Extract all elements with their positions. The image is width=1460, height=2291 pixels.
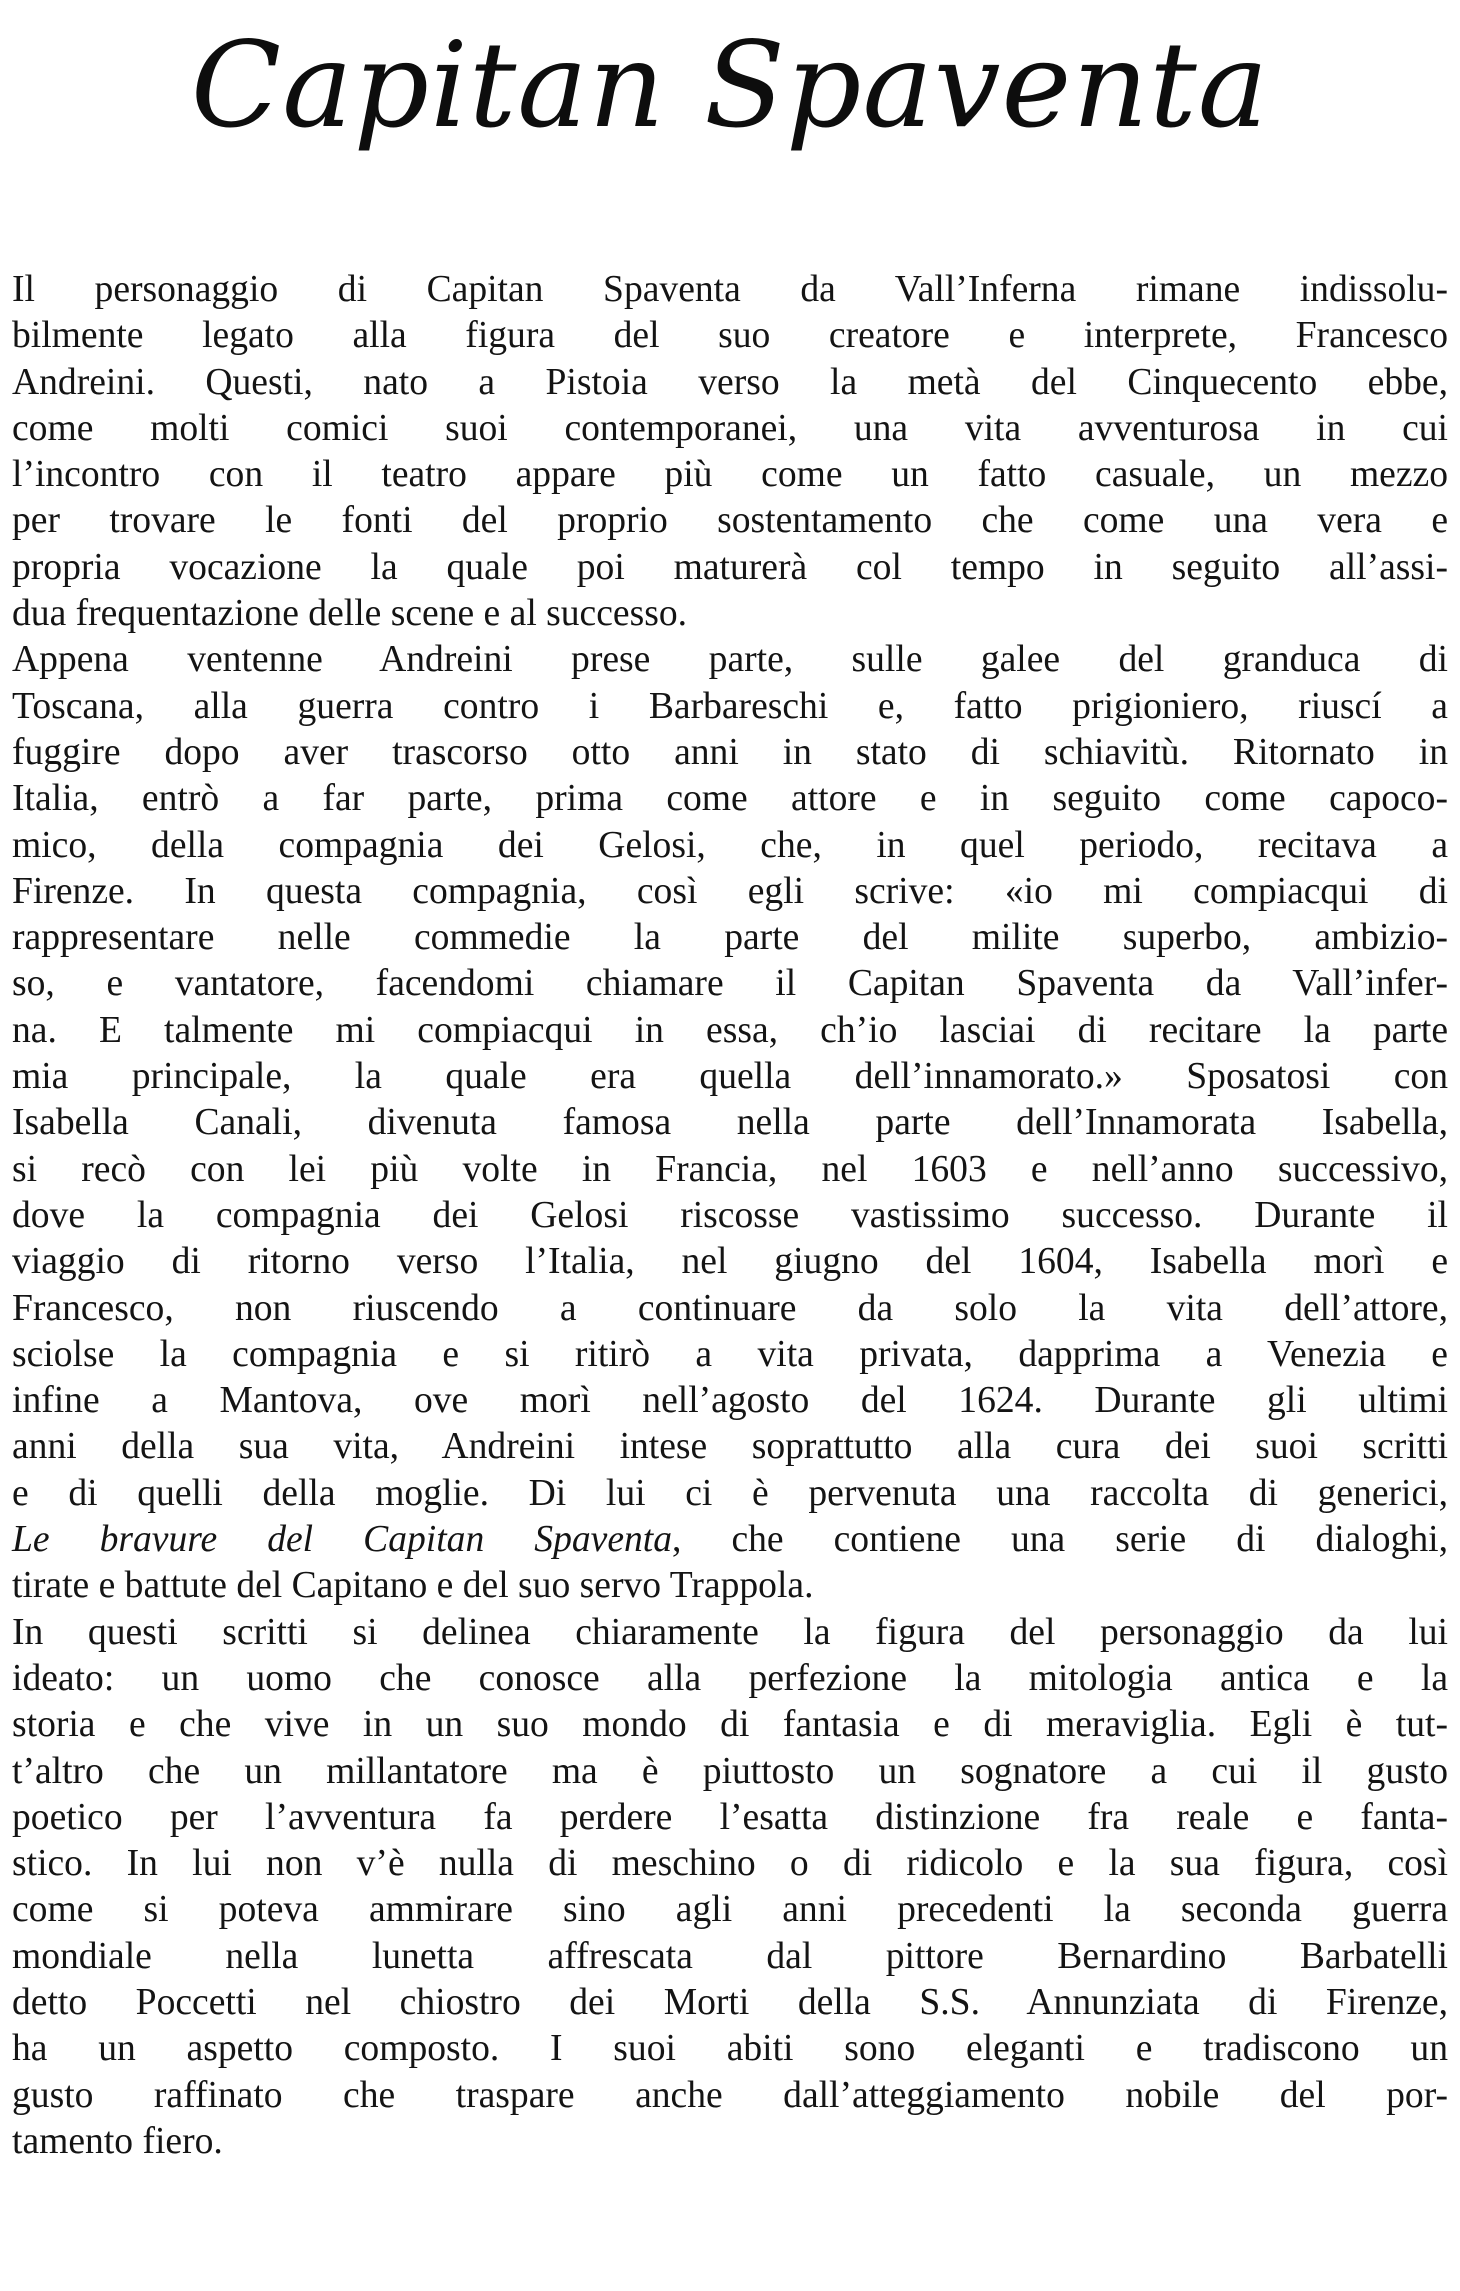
text-line: detto Poccetti nel chiostro dei Morti della S.S. Annunziata di Firenze, xyxy=(12,1981,1448,2023)
text-line: propria vocazione la quale poi maturerà col tempo in seguito all’assi- xyxy=(12,546,1448,588)
text-line: storia e che vive in un suo mondo di fantasia e di meraviglia. Egli è tut- xyxy=(12,1704,1448,1746)
page-title: Capitan Spaventa xyxy=(190,16,1270,154)
text-line: so, e vantatore, facendomi chiamare il Capitan Spaventa da Vall’infer- xyxy=(12,963,1448,1005)
text-line: stico. In lui non v’è nulla di meschino o di ridicolo e la sua figura, così xyxy=(12,1843,1448,1885)
text-line: dove la compagnia dei Gelosi riscosse vastissimo successo. Durante il xyxy=(12,1194,1448,1236)
text-line: infine a Mantova, ove morì nell’agosto del 1624. Durante gli ultimi xyxy=(12,1380,1448,1422)
text-line: Appena ventenne Andreini prese parte, sulle galee del granduca di xyxy=(12,639,1448,681)
text-line: mico, della compagnia dei Gelosi, che, in quel periodo, recitava a xyxy=(12,824,1448,866)
text-line: mondiale nella lunetta affrescata dal pittore Bernardino Barbatelli xyxy=(12,1935,1448,1977)
text-line: tirate e battute del Capitano e del suo servo Trappola. xyxy=(12,1565,814,1607)
text-line: Il personaggio di Capitan Spaventa da Vall’Inferna rimane indissolu- xyxy=(12,269,1448,310)
text-line: mia principale, la quale era quella dell’innamorato.» Sposatosi con xyxy=(12,1056,1448,1098)
text-line: anni della sua vita, Andreini intese soprattutto alla cura dei suoi scritti xyxy=(12,1426,1448,1468)
text-line: viaggio di ritorno verso l’Italia, nel giugno del 1604, Isabella morì e xyxy=(12,1241,1448,1283)
text-line: Firenze. In questa compagnia, così egli scrive: «io mi compiacqui di xyxy=(12,870,1448,912)
text-line: In questi scritti si delinea chiaramente la figura del personaggio da lui xyxy=(12,1611,1448,1653)
text-line: l’incontro con il teatro appare più come un fatto casuale, un mezzo xyxy=(12,454,1448,496)
text-line: Toscana, alla guerra contro i Barbareschi e, fatto prigioniero, riuscí a xyxy=(12,685,1448,727)
text-line: Andreini. Questi, nato a Pistoia verso la metà del Cinquecento ebbe, xyxy=(12,361,1448,403)
text-line: gusto raffinato che traspare anche dall’atteggiamento nobile del por- xyxy=(12,2074,1448,2116)
text-line: come molti comici suoi contemporanei, una vita avventurosa in cui xyxy=(12,407,1448,449)
text-line-with-book-title xyxy=(12,1517,1448,1563)
text-line: na. E talmente mi compiacqui in essa, ch’io lasciai di recitare la parte xyxy=(12,1009,1448,1051)
text-line: per trovare le fonti del proprio sostentamento che come una vera e xyxy=(12,500,1448,542)
text-line: come si poteva ammirare sino agli anni precedenti la seconda guerra xyxy=(12,1889,1448,1931)
text-line: ha un aspetto composto. I suoi abiti sono eleganti e tradiscono un xyxy=(12,2028,1448,2070)
text-line: e di quelli della moglie. Di lui ci è pervenuta una raccolta di generici, xyxy=(12,1472,1448,1514)
text-line: poetico per l’avventura fa perdere l’esatta distinzione fra reale e fanta- xyxy=(12,1796,1448,1838)
text-line: t’altro che un millantatore ma è piuttosto un sognatore a cui il gusto xyxy=(12,1750,1448,1792)
text-line: Italia, entrò a far parte, prima come attore e in seguito come capoco- xyxy=(12,778,1448,820)
book-title: Le bravure del Capitan Spaventa xyxy=(12,1519,673,1561)
text-line: sciolse la compagnia e si ritirò a vita privata, dapprima a Venezia e xyxy=(12,1333,1448,1375)
text-line: Francesco, non riuscendo a continuare da solo la vita dell’attore, xyxy=(12,1287,1448,1329)
text-line: bilmente legato alla figura del suo creatore e interprete, Francesco xyxy=(12,315,1448,357)
text-line: fuggire dopo aver trascorso otto anni in stato di schiavitù. Ritornato in xyxy=(12,731,1448,773)
text-line: dua frequentazione delle scene e al successo. xyxy=(12,593,688,635)
text-fragment: , che contiene una serie di dialoghi, xyxy=(672,1519,1448,1561)
text-line: Isabella Canali, divenuta famosa nella parte dell’Innamorata Isabella, xyxy=(12,1102,1448,1144)
text-line: tamento fiero. xyxy=(12,2120,223,2162)
text-line: si recò con lei più volte in Francia, nel 1603 e nell’anno successivo, xyxy=(12,1148,1448,1190)
body-text xyxy=(12,267,1448,2165)
text-line: rappresentare nelle commedie la parte del milite superbo, ambizio- xyxy=(12,917,1448,959)
text-line: ideato: un uomo che conosce alla perfezione la mitologia antica e la xyxy=(12,1657,1448,1699)
